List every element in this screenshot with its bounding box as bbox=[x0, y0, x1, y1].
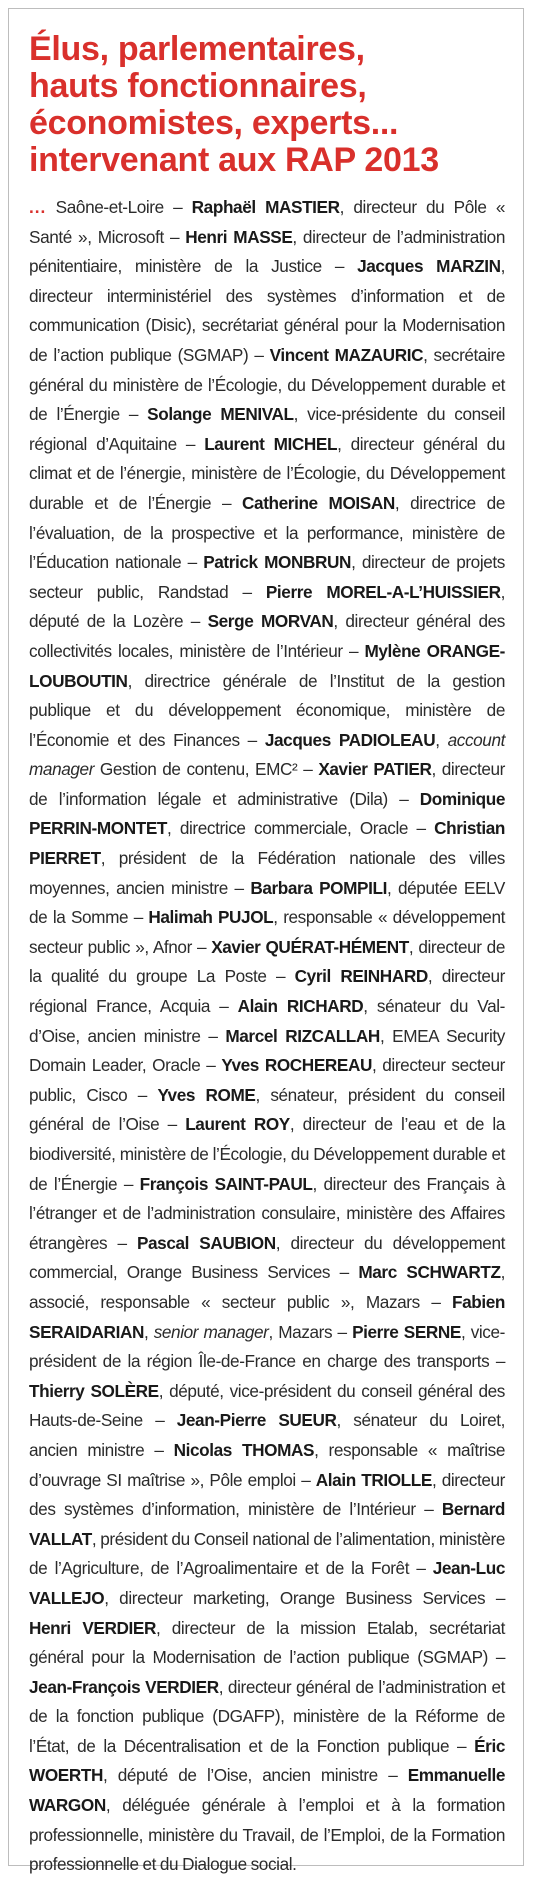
role-text: , sénateur du Val-d’Oise, ancien ministre – bbox=[29, 996, 505, 1046]
role-text: , vice-présidente du conseil régional d’Aquitaine – bbox=[29, 404, 505, 454]
person-name: Patrick MONBRUN bbox=[203, 552, 352, 573]
role-text: , sénateur, président du conseil général de l’Oise – bbox=[29, 1084, 505, 1135]
role-text: , directeur de la mission Etalab, secrétariat général pour la Modernisation de l’action publique (SGMAP) – bbox=[29, 1617, 505, 1668]
role-text: , directeur de projets secteur public, Randstad – bbox=[29, 552, 505, 602]
role-text: , associé, responsable « secteur public », Mazars – bbox=[29, 1262, 505, 1312]
person-name: Christian PIERRET bbox=[29, 818, 505, 869]
headline-line: économistes, experts... bbox=[29, 104, 399, 142]
role-text: , directeur des systèmes d’information, ministère de l’Intérieur – bbox=[29, 1469, 505, 1520]
headline-line: intervenant aux RAP 2013 bbox=[29, 141, 439, 179]
role-text: , directeur des Français à l’étranger et de l’administration consulaire, ministère des Affaires étrangères – bbox=[29, 1173, 505, 1253]
role-text: , directeur du développement commercial, Orange Business Services – bbox=[29, 1232, 505, 1283]
person-name: Marcel RIZCALLAH bbox=[225, 1025, 380, 1046]
person-name: Xavier QUÉRAT-HÉMENT bbox=[211, 936, 409, 957]
person-name: Catherine MOISAN bbox=[242, 492, 395, 513]
role-text: , directrice générale de l’Institut de la gestion publique et du développement économique, ministère de l’Économie et des Finances – bbox=[29, 670, 505, 750]
role-text: , bbox=[435, 729, 448, 750]
role-text: , président de la Fédération nationale des villes moyennes, ancien ministre – bbox=[29, 848, 505, 898]
person-name: Laurent MICHEL bbox=[204, 433, 338, 454]
role-text: , député, vice-président du conseil général des Hauts-de-Seine – bbox=[29, 1380, 505, 1431]
person-name: Serge MORVAN bbox=[207, 611, 334, 632]
person-name: Fabien SERAIDARIAN bbox=[29, 1291, 505, 1342]
person-name: Laurent ROY bbox=[185, 1114, 290, 1135]
person-name: Raphaël MASTIER bbox=[191, 197, 340, 217]
person-name: Jean-Luc VALLEJO bbox=[29, 1558, 505, 1608]
role-text: , député de l’Oise, ancien ministre – bbox=[102, 1765, 408, 1786]
person-name: Cyril REINHARD bbox=[294, 966, 428, 987]
person-name: Mylène ORANGE-LOUBOUTIN bbox=[29, 640, 505, 691]
person-name: Emmanuelle WARGON bbox=[29, 1765, 505, 1816]
person-name: Jean-Pierre SUEUR bbox=[176, 1410, 337, 1431]
person-name: Solange MENIVAL bbox=[147, 404, 294, 425]
person-name: François SAINT-PAUL bbox=[139, 1173, 313, 1194]
person-name: Yves ROCHEREAU bbox=[221, 1055, 372, 1076]
role-text: , directeur régional France, Acquia – bbox=[29, 966, 505, 1017]
headline-line: hauts fonctionnaires, bbox=[29, 67, 367, 105]
italic-title: account manager bbox=[29, 729, 505, 780]
person-name: Pierre MOREL-A-L’HUISSIER bbox=[265, 581, 501, 602]
lead-marker: ... bbox=[29, 197, 47, 217]
italic-title: senior manager bbox=[153, 1321, 269, 1342]
article-box bbox=[8, 8, 524, 1875]
headline-line: Élus, parlementaires, bbox=[29, 30, 365, 68]
person-name: Pascal SAUBION bbox=[136, 1232, 276, 1253]
person-name: Xavier PATIER bbox=[318, 759, 432, 780]
role-text: , députée EELV de la Somme – bbox=[29, 877, 505, 928]
role-text: Gestion de contenu, EMC² – bbox=[94, 759, 319, 780]
person-name: Jacques MARZIN bbox=[357, 256, 501, 277]
article-body bbox=[29, 193, 505, 1880]
role-text: , responsable « développement secteur public », Afnor – bbox=[29, 907, 505, 957]
role-text: , directeur interministériel des systèmes d’information et de communication (Disic), secrétariat général pour la Modernisation de l’action publique (SGMAP) – bbox=[29, 256, 505, 365]
role-text: , député de la Lozère – bbox=[29, 581, 506, 632]
article-headline bbox=[29, 31, 505, 179]
person-name: Barbara POMPILI bbox=[250, 877, 387, 898]
role-text: , directeur de l’administration pénitentiaire, ministère de la Justice – bbox=[29, 226, 505, 277]
role-text: , directeur de l’information légale et administrative (Dila) – bbox=[29, 759, 506, 809]
person-name: Henri MASSE bbox=[185, 226, 293, 247]
role-text: , directeur secteur public, Cisco – bbox=[29, 1055, 505, 1105]
person-name: Jean-François VERDIER bbox=[29, 1676, 219, 1697]
person-name: Thierry SOLÈRE bbox=[29, 1380, 159, 1401]
person-name: Alain RICHARD bbox=[237, 996, 364, 1017]
role-text: , directeur général du climat et de l’énergie, ministère de l’Écologie, du Développement durable et de l’Énergie – bbox=[29, 433, 505, 513]
role-text: , directeur de l’eau et de la biodiversité, ministère de l’Écologie, du Développement durable et de l’Énergie – bbox=[29, 1114, 506, 1194]
person-name: Dominique PERRIN-MONTET bbox=[29, 788, 505, 839]
role-text: , directeur général des collectivités locales, ministère de l’Intérieur – bbox=[29, 611, 505, 661]
person-name: Yves ROME bbox=[157, 1084, 256, 1105]
role-text: , directrice commerciale, Oracle – bbox=[167, 818, 435, 839]
role-text: , bbox=[143, 1321, 154, 1342]
role-text: , déléguée générale à l’emploi et à la formation professionnelle, ministère du Travail, de l’Emploi, de la Formation professionnelle et du Dialogue social. bbox=[29, 1795, 505, 1875]
role-text: , directeur du Pôle « Santé », Microsoft – bbox=[29, 197, 505, 247]
role-text: , directeur général de l’administration et de la fonction publique (DGAFP), ministère de la Réforme de l’État, de la Décentralisation et de la Fonction publique – bbox=[29, 1676, 505, 1756]
role-text: , directeur de la qualité du groupe La Poste – bbox=[29, 936, 505, 987]
role-text: , Mazars – bbox=[268, 1321, 353, 1342]
person-name: Jacques PADIOLEAU bbox=[264, 729, 436, 750]
role-text: , vice-président de la région Île-de-France en charge des transports – bbox=[29, 1321, 505, 1372]
person-name: Vincent MAZAURIC bbox=[269, 344, 424, 365]
person-name: Nicolas THOMAS bbox=[173, 1439, 315, 1460]
role-text: , responsable « maîtrise d’ouvrage SI maîtrise », Pôle emploi – bbox=[29, 1439, 505, 1490]
role-text: , président du Conseil national de l’alimentation, ministère de l’Agriculture, de l’Agroalimentaire et de la Forêt – bbox=[29, 1528, 505, 1579]
person-name: Éric WOERTH bbox=[29, 1735, 505, 1786]
person-name: Marc SCHWARTZ bbox=[358, 1262, 501, 1283]
person-name: Halimah PUJOL bbox=[148, 907, 274, 928]
role-text: , directrice de l’évaluation, de la prospective et la performance, ministère de l’Éducation nationale – bbox=[29, 492, 506, 573]
person-name: Alain TRIOLLE bbox=[315, 1469, 432, 1490]
role-text: , directeur marketing, Orange Business Services – bbox=[104, 1587, 505, 1608]
person-name: Henri VERDIER bbox=[29, 1617, 156, 1638]
role-text: , EMEA Security Domain Leader, Oracle – bbox=[29, 1025, 505, 1076]
role-text: Saône-et-Loire – bbox=[46, 197, 192, 217]
person-name: Pierre SERNE bbox=[352, 1321, 461, 1342]
role-text: , secrétaire général du ministère de l’Écologie, du Développement durable et de l’Énergie – bbox=[29, 344, 505, 425]
role-text: , sénateur du Loiret, ancien ministre – bbox=[29, 1410, 505, 1460]
person-name: Bernard VALLAT bbox=[29, 1499, 505, 1549]
